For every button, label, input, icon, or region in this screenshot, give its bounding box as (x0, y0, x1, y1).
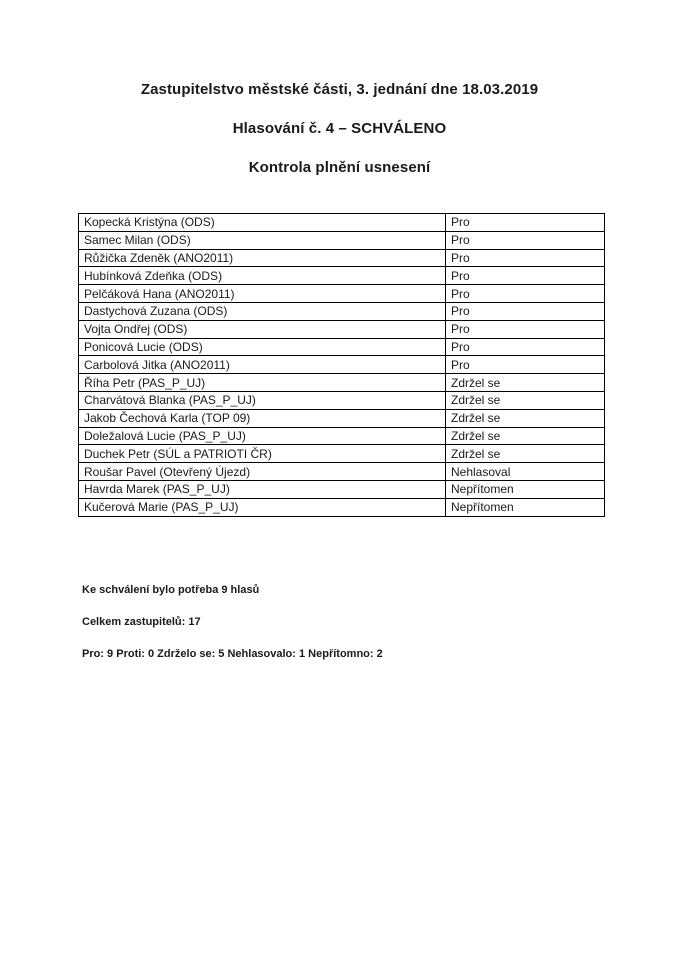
member-name-cell: Roušar Pavel (Otevřený Újezd) (79, 463, 446, 481)
vote-cell: Nepřítomen (446, 498, 605, 516)
vote-cell: Pro (446, 231, 605, 249)
voting-table-body (79, 214, 605, 517)
vote-cell: Zdržel se (446, 409, 605, 427)
member-name-cell: Jakob Čechová Karla (TOP 09) (79, 409, 446, 427)
member-name-cell: Charvátová Blanka (PAS_P_UJ) (79, 391, 446, 409)
member-name-cell: Pelčáková Hana (ANO2011) (79, 285, 446, 303)
agenda-topic: Kontrola plnění usnesení (248, 159, 431, 176)
table-row (79, 356, 605, 374)
table-row (79, 498, 605, 516)
member-name-cell: Kučerová Marie (PAS_P_UJ) (79, 498, 446, 516)
total-members-line: Celkem zastupitelů: 17 (82, 616, 201, 628)
member-name-cell: Havrda Marek (PAS_P_UJ) (79, 480, 446, 498)
member-name-cell: Doležalová Lucie (PAS_P_UJ) (79, 427, 446, 445)
vote-cell: Zdržel se (446, 374, 605, 392)
vote-cell: Pro (446, 302, 605, 320)
member-name-cell: Samec Milan (ODS) (79, 231, 446, 249)
table-row (79, 445, 605, 463)
table-row (79, 231, 605, 249)
table-row (79, 374, 605, 392)
member-name-cell: Carbolová Jitka (ANO2011) (79, 356, 446, 374)
table-row (79, 409, 605, 427)
document-headings (0, 82, 679, 199)
vote-cell: Nehlasoval (446, 463, 605, 481)
member-name-cell: Vojta Ondřej (ODS) (79, 320, 446, 338)
member-name-cell: Dastychová Zuzana (ODS) (79, 302, 446, 320)
voting-result-subtitle: Hlasování č. 4 – SCHVÁLENO (232, 120, 447, 137)
vote-cell: Pro (446, 338, 605, 356)
voting-table (78, 213, 605, 517)
vote-cell: Pro (446, 356, 605, 374)
table-row (79, 249, 605, 267)
vote-cell: Pro (446, 320, 605, 338)
vote-cell: Pro (446, 267, 605, 285)
table-row (79, 267, 605, 285)
voting-summary (82, 585, 383, 681)
vote-cell: Zdržel se (446, 445, 605, 463)
table-row (79, 480, 605, 498)
member-name-cell: Kopecká Kristýna (ODS) (79, 214, 446, 232)
table-row (79, 463, 605, 481)
results-line: Pro: 9 Proti: 0 Zdrželo se: 5 Nehlasovalo: 1 Nepřítomno: 2 (82, 648, 383, 660)
table-row (79, 285, 605, 303)
vote-cell: Pro (446, 214, 605, 232)
table-row (79, 214, 605, 232)
table-row (79, 427, 605, 445)
quorum-line: Ke schválení bylo potřeba 9 hlasů (82, 584, 260, 596)
member-name-cell: Duchek Petr (SÚL a PATRIOTI ČR) (79, 445, 446, 463)
meeting-title: Zastupitelstvo městské části, 3. jednání dne 18.03.2019 (140, 81, 539, 98)
vote-cell: Zdržel se (446, 391, 605, 409)
member-name-cell: Hubínková Zdeňka (ODS) (79, 267, 446, 285)
table-row (79, 338, 605, 356)
table-row (79, 302, 605, 320)
member-name-cell: Růžička Zdeněk (ANO2011) (79, 249, 446, 267)
table-row (79, 320, 605, 338)
vote-cell: Zdržel se (446, 427, 605, 445)
vote-cell: Pro (446, 249, 605, 267)
member-name-cell: Ponicová Lucie (ODS) (79, 338, 446, 356)
table-row (79, 391, 605, 409)
member-name-cell: Říha Petr (PAS_P_UJ) (79, 374, 446, 392)
vote-cell: Nepřítomen (446, 480, 605, 498)
vote-cell: Pro (446, 285, 605, 303)
